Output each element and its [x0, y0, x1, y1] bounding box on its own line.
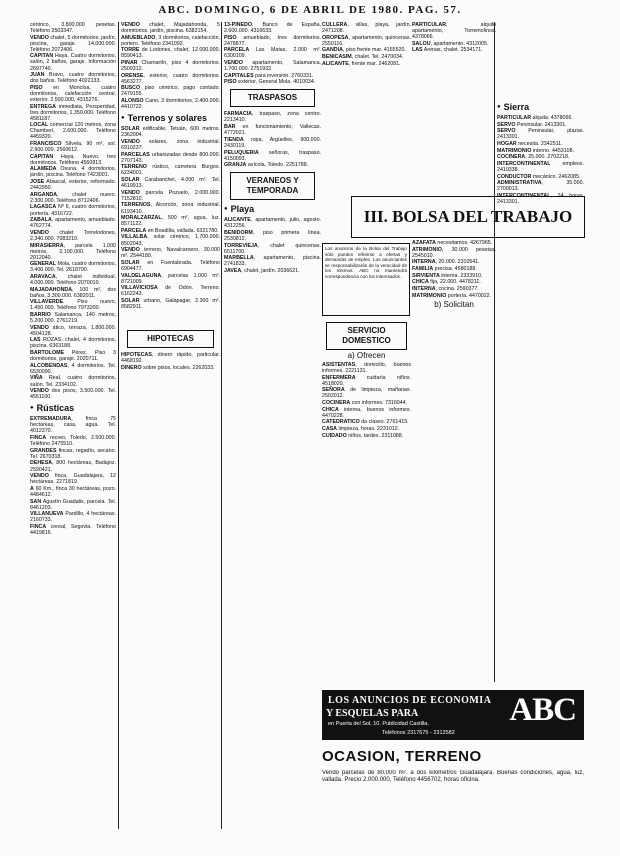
- classified-ad: INTERNA, 20.000. 2310541.: [412, 259, 480, 266]
- abc-logo: ABC: [509, 692, 576, 728]
- ocasion-text: Vendo parcelas de 80.000 m². a dos kilómetros Guadalajara. Buenas condiciones, agua, luz, vallada. Precio 2.000.000. Teléfono 4456702, horas oficina.: [322, 770, 584, 783]
- classified-list-col5: [412, 22, 496, 53]
- classified-ad: BARRIO Salamanca, 140 metros, 5.200.000. 2761219.: [30, 312, 116, 325]
- advert-line1: LOS ANUNCIOS DE ECONOMIA: [328, 695, 492, 706]
- classified-ad: COCINERA con informes. 7316044.: [322, 400, 408, 407]
- classified-ad: SOLAR Carabanchel, 4.000 m². Tel. 4619913.: [121, 177, 220, 190]
- classified-ad: AMUEBLADO, 3 dormitorios, calefacción, portero. Teléfono 2341092.: [121, 34, 220, 47]
- column-rule: [494, 22, 495, 682]
- classified-ad: MARBELLA, apartamento, piscina. 2741833.: [224, 255, 321, 268]
- column-2: [121, 22, 220, 829]
- advert-line3: en Puerta del Sol, 10. Publicidad Castilla.: [328, 721, 429, 727]
- column-5-solicitan: [412, 240, 496, 622]
- classified-ad: ADMINISTRATIVA, 35.000. 2700013.: [497, 180, 584, 193]
- classified-ad: BUSCO piso céntrico, pago contado. 2479155.: [121, 85, 220, 98]
- section-traspasos: TRASPASOS: [230, 89, 315, 107]
- classified-ad: CULLERA, villas, playa, jardín. 2471208.: [322, 22, 411, 35]
- classified-ad: SERVO Peninsular. 2413301.: [497, 121, 567, 128]
- classified-ad: LAGASCA Nº 6, cuatro dormitorios, portería. 4316722.: [30, 204, 116, 217]
- classified-list-playa: [224, 217, 321, 274]
- classified-ad: CUIDADO niños, tardes. 2311088.: [322, 432, 404, 439]
- classified-ad: DINERO sobre pisos, locales. 2262033.: [121, 364, 215, 371]
- classified-ad: MATRIMONIO interno. 4453108.: [497, 147, 575, 154]
- classified-ad: CASA limpieza, horas. 2231012.: [322, 426, 400, 433]
- classified-ad: FINCA cereal, Segovia. Teléfono 4419816.: [30, 523, 116, 536]
- classified-ad: SAN Agustín Guadalix, parcela. Tel. 8461203.: [30, 498, 116, 511]
- classified-ad: PARTICULAR alquila. 4378066.: [497, 115, 573, 122]
- classified-ad: SIRVIENTA interna. 2333910.: [412, 272, 483, 279]
- classified-ad: VENDO solares, zona industrial. 6910237.: [121, 139, 220, 152]
- classified-ad: PARCELA Las Matas, 2.000 m². 6300109.: [224, 47, 321, 60]
- classified-ad: VENDO terreno, Navalcarnero, 30.000 m². 2544180.: [121, 247, 220, 260]
- classified-ad: ALCOBENDAS, 4 dormitorios. Tel. 6530090.: [30, 362, 116, 375]
- classified-ad: BENIDORM, piso primera línea. 2530812.: [224, 230, 321, 243]
- classified-ad: PISO exterior, General Mola. 4010034.: [224, 79, 316, 86]
- column-5: [412, 22, 496, 192]
- classified-ad: HOGAR necesita. 2342511.: [497, 141, 563, 148]
- classified-ad: SALOU, apartamento. 4312005.: [412, 40, 489, 47]
- classified-ad: CONDUCTOR mecánico. 2462085.: [497, 173, 581, 180]
- classified-ad: MIRASIERRA, parcela 1.000 metros, 2.100.000. Teléfono 2012040.: [30, 242, 116, 261]
- classified-ad: SERVO Peninsular, plazas. 2413301.: [497, 128, 584, 141]
- classified-ad: 13-PINEDO, Banco de España, 2.600.000. 4316633.: [224, 22, 321, 35]
- subsection-solicitan: b) Solicitan: [434, 299, 474, 309]
- classified-ad: SEÑORA de limpieza, mañanas. 2502012.: [322, 387, 411, 400]
- classified-ad: LAS ROZAS, chalet, 4 dormitorios, piscina. 6363188.: [30, 337, 116, 350]
- classified-ad: ALICANTE, frente mar. 2462081.: [322, 60, 401, 67]
- classified-ad: CHICA interna, buenos informes. 4470228.: [322, 406, 411, 419]
- classified-list-col2: [121, 22, 220, 110]
- section-hipotecas: HIPOTECAS: [127, 330, 214, 348]
- classified-ad: MAJADAHONDA, 100 m², dos baños, 3.300.000. 6382011.: [30, 286, 116, 299]
- classified-list-traspasos: [224, 111, 321, 168]
- classified-ad: VENDO ático, terraza, 1.800.000. 4504128.: [30, 324, 116, 337]
- classified-list-terrenos: [121, 126, 220, 310]
- classified-ad: ENTREGA inmediata, Prosperidad, tres dormitorios, 1.350.000. Teléfono 4581187.: [30, 103, 116, 122]
- bolsa-trabajo-title: III. BOLSA DEL TRABAJO: [351, 196, 585, 238]
- classified-ad: PARCELAS urbanizadas desde 800.000. 2707143.: [121, 151, 220, 164]
- classified-ad: CAPITAN Haya. Nuevo, tres dormitorios. Teléfono 4560813.: [30, 153, 116, 166]
- classified-ad: PELUQUERIA señoras, traspaso. 4150093.: [224, 149, 321, 162]
- abc-advert: [322, 690, 584, 740]
- page-header: ABC. DOMINGO, 6 DE ABRIL DE 1980. PAG. 57.: [158, 4, 462, 16]
- section-rusticas: ● Rústicas: [30, 403, 116, 414]
- classified-ad: ALONSO Cano, 3 dormitorios, 2.400.000. 4410722.: [121, 98, 220, 111]
- classified-ad: GRANDES fincas, regadío, secano. Tel. 2670318.: [30, 447, 116, 460]
- classified-ad: ENFERMERA cuidaría niños. 4518020.: [322, 374, 411, 387]
- classified-ad: FRANCISCO Silvela, 90 m², sol. 2.900.000. 2560612.: [30, 141, 116, 154]
- classified-ad: FAMILIA precisa. 4580188.: [412, 265, 477, 272]
- section-playa: ● Playa: [224, 204, 321, 215]
- classified-ad: GANDIA, piso frente mar. 4165520.: [322, 47, 406, 54]
- classified-list-col1: [30, 22, 116, 400]
- classified-ad: VENDO chalet Torrelodones, 2.340.000. 7083210.: [30, 229, 116, 242]
- section-servicio-domestico: SERVICIO DOMESTICO: [326, 322, 407, 350]
- column-3: [224, 22, 321, 829]
- section-sierra: ● Sierra: [497, 102, 584, 113]
- classified-list-col6: [497, 115, 584, 205]
- bolsa-notice: Los anuncios de la Bolsa del Trabajo sólo pueden referirse a ofertas y demandas de empleo. Los anunciantes se responsabilizarán de la veracidad de los mismos. ABC no mantendrá correspondencia con los interesados.: [322, 243, 410, 316]
- classified-ad: ARGANDA, chalet nuevo. 2.300.000. Teléfono 8712406.: [30, 191, 116, 204]
- classified-ad: JUAN Bravo, cuatro dormitorios, dos baños. Teléfono 4022133.: [30, 72, 116, 85]
- classified-ad: PARTICULAR, alquilo apartamento, Torremolinos. 4378066.: [412, 22, 496, 41]
- column-1: [30, 22, 116, 829]
- classified-list-col5b: [412, 240, 496, 299]
- classified-list-col3: [224, 22, 321, 85]
- classified-ad: ZABALA, apartamento, amueblado. 4762774.: [30, 217, 116, 230]
- classified-ad: VIÑA Real, cuatro dormitorios, salón. Tel. 2334102.: [30, 375, 116, 388]
- classified-ad: SOLAR en Fuenlabrada. Teléfono 6904477.: [121, 259, 220, 272]
- classified-ad: FINCA recreo, Toledo, 2.500.000. Teléfono 2475510.: [30, 435, 116, 448]
- classified-ad: DEHESA, 800 hectáreas, Badajoz. 2590421.: [30, 460, 116, 473]
- classified-ad: ALAMEDA Osuna. 4 dormitorios, jardín, piscina. Teléfono 7423001.: [30, 166, 116, 179]
- classified-ad: SOLAR urbano, Galapagar, 2.300 m². 8582911.: [121, 297, 220, 310]
- classified-ad: CAPITAN Haya. Cuatro dormitorios, salón, 2 baños, garaje. Información 2697740.: [30, 53, 116, 72]
- classified-ad: HIPOTECAS, dinero rápido, particular. 4468192.: [121, 352, 220, 365]
- section-terrenos: ● Terrenos y solares: [121, 113, 220, 124]
- classified-ad: AZAFATA necesitamos. 4267965.: [412, 240, 493, 246]
- classified-ad: ARAVACA, chalet individual, 4.000.000. Teléfono 2070010.: [30, 273, 116, 287]
- classified-ad: VENDO finca, Guadalajara, 12 hectáreas. 2271819.: [30, 473, 116, 486]
- classified-ad: VALDELAGUNA, parcelas 1.000 m². 8721009.: [121, 272, 220, 285]
- classified-ad: ALICANTE, apartamento, julio, agosto. 4312256.: [224, 217, 321, 230]
- classified-ad: PISO en Moncloa, cuatro dormitorios, calefacción central, exterior. 2.500.000. 4315276.: [30, 84, 116, 103]
- classified-ad: TERRENO rústico, carretera Burgos. 6234001.: [121, 164, 220, 177]
- classified-ad: INTERNA, cocina. 2590377.: [412, 285, 479, 292]
- classified-ad: VILLANUEVA Pardillo, 4 hectáreas. 2160733.: [30, 511, 116, 524]
- classified-ad: céntrico, 3.800.000 pesetas. Teléfono 2503347.: [30, 22, 116, 35]
- classified-ad: TIENDA ropa, Argüelles, 900.000. 2430119.: [224, 136, 321, 149]
- classified-ad: CATEDRATICO da clases. 2761415.: [322, 419, 409, 426]
- advert-line2: Y ESQUELAS PARA: [326, 708, 419, 719]
- classified-ad: LAS Arenas, chalet. 2534171.: [412, 47, 483, 54]
- classified-ad: VILLAVICIOSA de Odón. Terreno. 6162243.: [121, 285, 220, 298]
- column-4: [322, 22, 411, 192]
- classified-ad: A 60 Km., finca 30 hectáreas, pozo. 4484612.: [30, 485, 116, 498]
- classified-ad: ORENSE, exterior, cuatro dormitorios. 4563277.: [121, 72, 220, 85]
- classified-ad: COCINERA, 25.000. 2702218.: [497, 154, 570, 161]
- classified-ad: PARCELA en Boadilla, vallada. 6321780.: [121, 227, 219, 234]
- classified-ad: MATRIMONIO portería. 4470022.: [412, 292, 492, 299]
- classified-ad: ATRIMONIO, 30.000 pesetas. 2545010.: [412, 246, 496, 259]
- subsection-ofrecen: a) Ofrecen: [347, 351, 386, 360]
- classified-ad: LOCAL comercial 120 metros, zona Chamberí, 2.600.000. Teléfono 4459320.: [30, 122, 116, 141]
- classified-ad: VENDO chalet, Majadahonda, 5 dormitorios, jardín, piscina. 6382154.: [121, 22, 220, 35]
- column-4-servicio: [322, 322, 411, 622]
- section-veraneos: VERANEOS Y TEMPORADA: [230, 172, 315, 200]
- classified-ad: MORALZARZAL, 500 m², agua, luz. 8571122.: [121, 215, 220, 228]
- classified-ad: SOLAR edificable, Tetuán, 600 metros. 2362004.: [121, 126, 220, 139]
- classified-ad: OROPESA, apartamento, quincenas. 2550116.: [322, 34, 411, 47]
- ocasion-title: OCASION, TERRENO: [322, 748, 482, 765]
- classified-list-ofrecen: [322, 362, 411, 439]
- classified-ad: CHICA fija, 22.000. 4478211.: [412, 279, 481, 286]
- classified-list-col4: [322, 22, 411, 67]
- classified-ad: ASISTENTAS, domicilio, buenos informes. 2221131.: [322, 362, 411, 375]
- classified-ad: TORRE de Lodones, chalet, 12.000.000. 8590413.: [121, 47, 220, 60]
- classified-list-hipotecas: [121, 352, 220, 371]
- classified-ad: BARTOLOME Pérez. Piso 3 dormitorios, garaje. 2020711.: [30, 350, 116, 363]
- classified-ad: VENDO dos pisos, 3.500.000. Tel. 4561100.: [30, 388, 116, 401]
- advert-line4: Teléfonos 2317675 - 2313582: [382, 730, 455, 736]
- classified-ad: JOSE Abascal, exterior, reformado. 2442950.: [30, 179, 116, 192]
- classified-ad: PINAR Chamartín, piso 4 dormitorios. 2509312.: [121, 60, 220, 73]
- classified-ad: TORREVIEJA, chalet quincenas. 6511700.: [224, 242, 321, 255]
- classified-list-rusticas: [30, 416, 116, 536]
- classified-ad: PISO amueblado, tres dormitorios. 2478877.: [224, 34, 321, 47]
- classified-ad: VENDO chalet, 5 dormitorios, jardín, piscina, garaje. 14.000.000. Teléfono 2072406.: [30, 34, 116, 53]
- classified-ad: JAVEA, chalet, jardín. 2036621.: [224, 268, 300, 275]
- classified-ad: BAR en funcionamiento, Vallecas. 4772021.: [224, 124, 321, 137]
- classified-ad: EXTREMADURA, finca 75 hectáreas, casa, agua. Tel. 4012370.: [30, 416, 116, 435]
- classified-ad: TERRENOS, Alcorcón, zona industrial. 6193410.: [121, 202, 220, 215]
- classified-ad: INTERCONTINENTAL empleos. 2419338.: [497, 161, 584, 174]
- classified-ad: BENICASIM, chalet. Tel. 2470034.: [322, 54, 404, 61]
- classified-ad: CAPITALES para inversión. 2760331.: [224, 72, 314, 79]
- classified-ad: VENDO apartamento, Salamanca, 1.700.000. 2751932.: [224, 60, 321, 73]
- classified-ad: VENDO parcela Pozuelo, 2.000.000. 7152810.: [121, 189, 220, 202]
- classified-ad: VILLALBA, solar céntrico, 1.700.000. 8502043.: [121, 234, 220, 247]
- classified-ad: GENERAL Mola, cuatro dormitorios, 3.400.000. Tel. 2618700.: [30, 261, 116, 274]
- column-rule: [221, 22, 222, 829]
- classified-ad: INTERCONTINENTAL, 24 horas. 2413301.: [497, 193, 584, 206]
- classified-ad: VILLAVERDE. Piso nuevo, 1.450.000. Teléfono 7973200.: [30, 299, 116, 312]
- classified-ad: FARMACIA, traspaso, zona centro. 2213410.: [224, 111, 321, 124]
- classified-ad: GRANJA avícola, Toledo. 2251788.: [224, 162, 309, 169]
- column-rule: [118, 22, 119, 829]
